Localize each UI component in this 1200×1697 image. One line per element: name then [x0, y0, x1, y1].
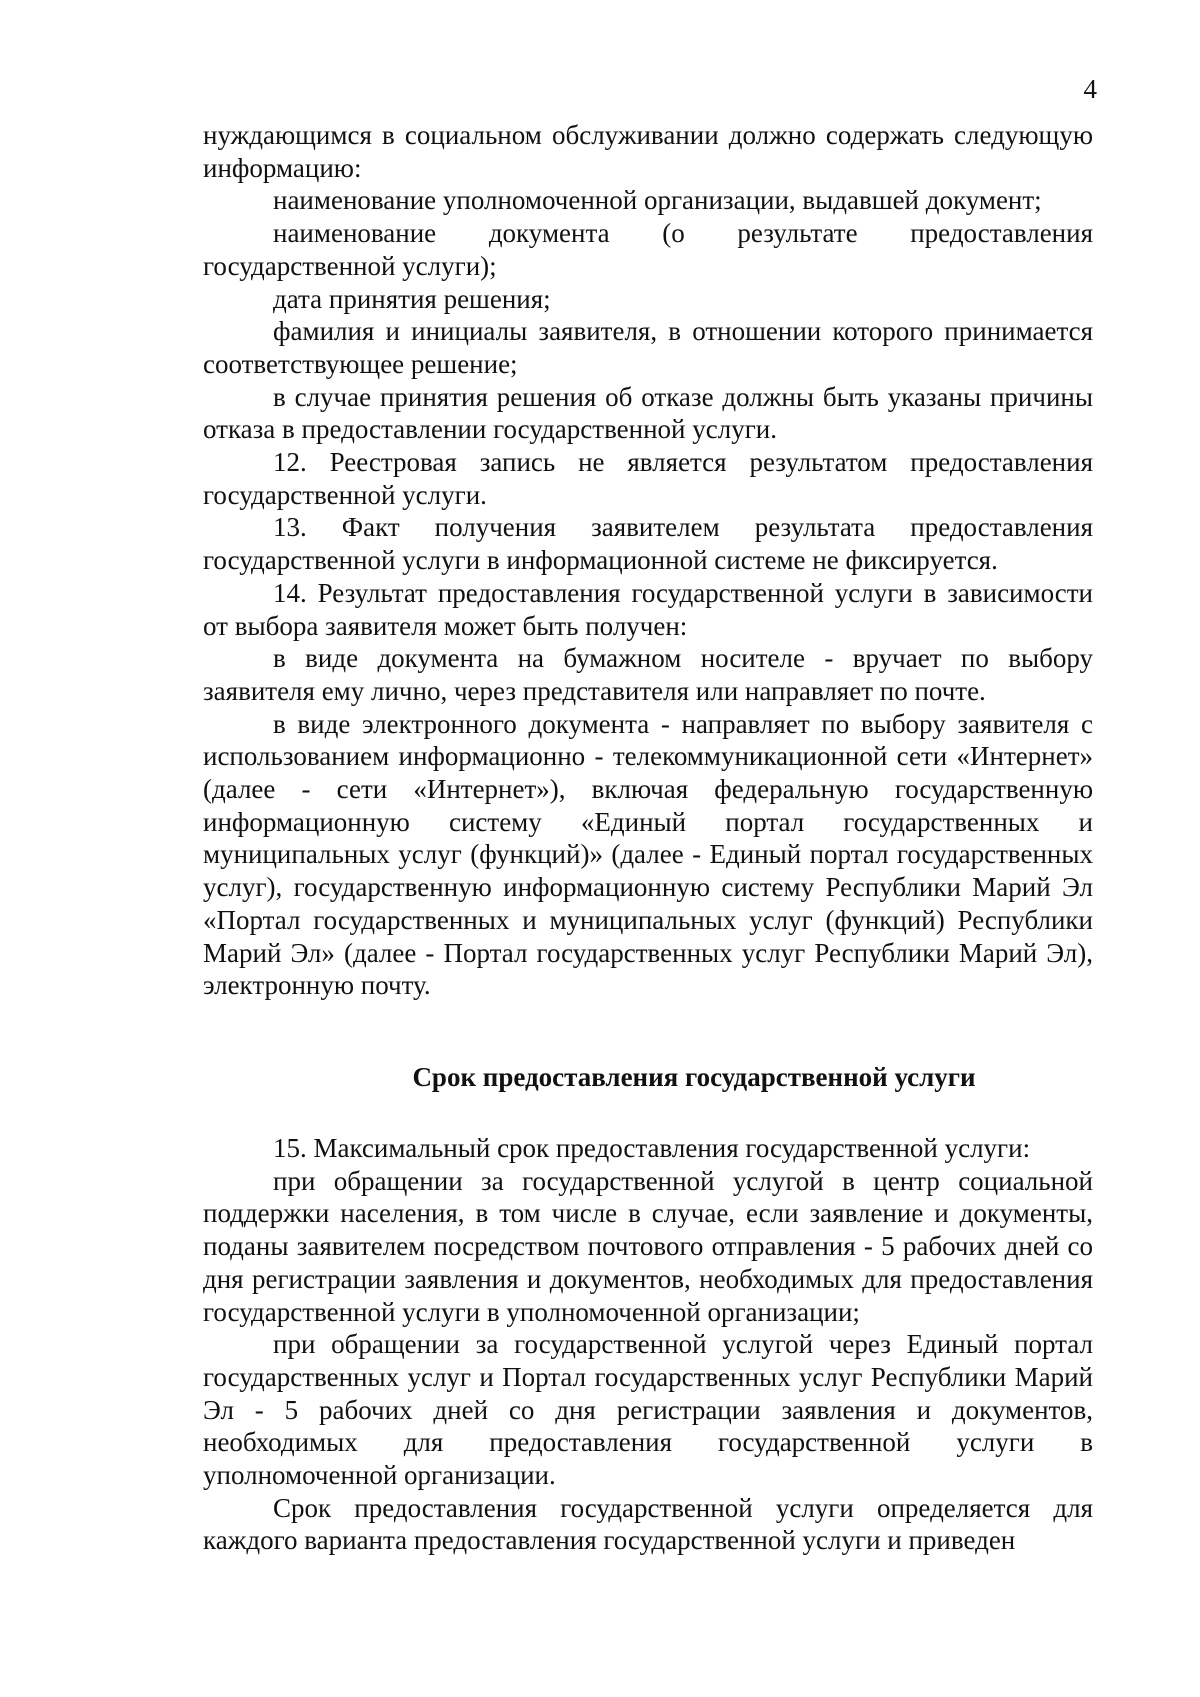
- paragraph-item-14: 14. Результат предоставления государственной услуги в зависимости от выбора заявителя может быть получен:: [203, 577, 1093, 641]
- paragraph-term-variant: Срок предоставления государственной услуги определяется для каждого варианта предоставления государственной услуги и приведен: [203, 1492, 1093, 1556]
- paragraph-continuation: нуждающимся в социальном обслуживании должно содержать следующую информацию:: [203, 120, 1093, 183]
- paragraph-item-12: 12. Реестровая запись не является результатом предоставления государственной услуги.: [203, 447, 1093, 510]
- section-heading: Срок предоставления государственной услуги: [412, 1062, 976, 1092]
- paragraph-document-name: наименование документа (о результате предоставления государственной услуги);: [203, 218, 1093, 281]
- paragraph-portal: при обращении за государственной услугой через Единый портал государственных услуг и Портал государственных услуг Республики Марий Эл - 5 рабочих дней со дня регистрации заявления и документов, необходимых для предоставления государственной услуги в уполномоченной организации.: [203, 1329, 1093, 1491]
- section-service-term: [203, 1132, 1093, 1557]
- paragraph-item-15: 15. Максимальный срок предоставления государственной услуги:: [273, 1133, 1031, 1163]
- page-number: 4: [1083, 74, 1097, 104]
- paragraph-electronic-document: в виде электронного документа - направляет по выбору заявителя с использованием информационно - телекоммуникационной сети «Интернет» (далее - сети «Интернет»), включая федеральную государственную информационную систему «Единый портал государственных и муниципальных услуг (функций)» (далее - Единый портал государственных услуг), государственную информационную систему Республики Марий Эл «Портал государственных и муниципальных услуг (функций) Республики Марий Эл» (далее - Портал государственных услуг Республики Марий Эл), электронную почту.: [203, 708, 1093, 1001]
- paragraph-paper-document: в виде документа на бумажном носителе - вручает по выбору заявителя ему лично, через представителя или направляет по почте.: [203, 643, 1093, 706]
- paragraph-item-13: 13. Факт получения заявителем результата предоставления государственной услуги в информационной системе не фиксируется.: [203, 512, 1093, 576]
- section-result-info: [203, 119, 1093, 1002]
- paragraph-refusal-reasons: в случае принятия решения об отказе должны быть указаны причины отказа в предоставлении государственной услуги.: [203, 381, 1093, 445]
- paragraph-social-center: при обращении за государственной услугой в центр социальной поддержки населения, в том числе в случае, если заявление и документы, поданы заявителем посредством почтового отправления - 5 рабочих дней со дня регистрации заявления и документов, необходимых для предоставления государственной услуги в уполномоченной организации;: [203, 1165, 1093, 1327]
- paragraph-decision-date: дата принятия решения;: [273, 283, 551, 314]
- paragraph-applicant-name: фамилия и инициалы заявителя, в отношении которого принимается соответствующее решение;: [203, 316, 1093, 379]
- paragraph-org-name: наименование уполномоченной организации, выдавшей документ;: [273, 185, 1042, 216]
